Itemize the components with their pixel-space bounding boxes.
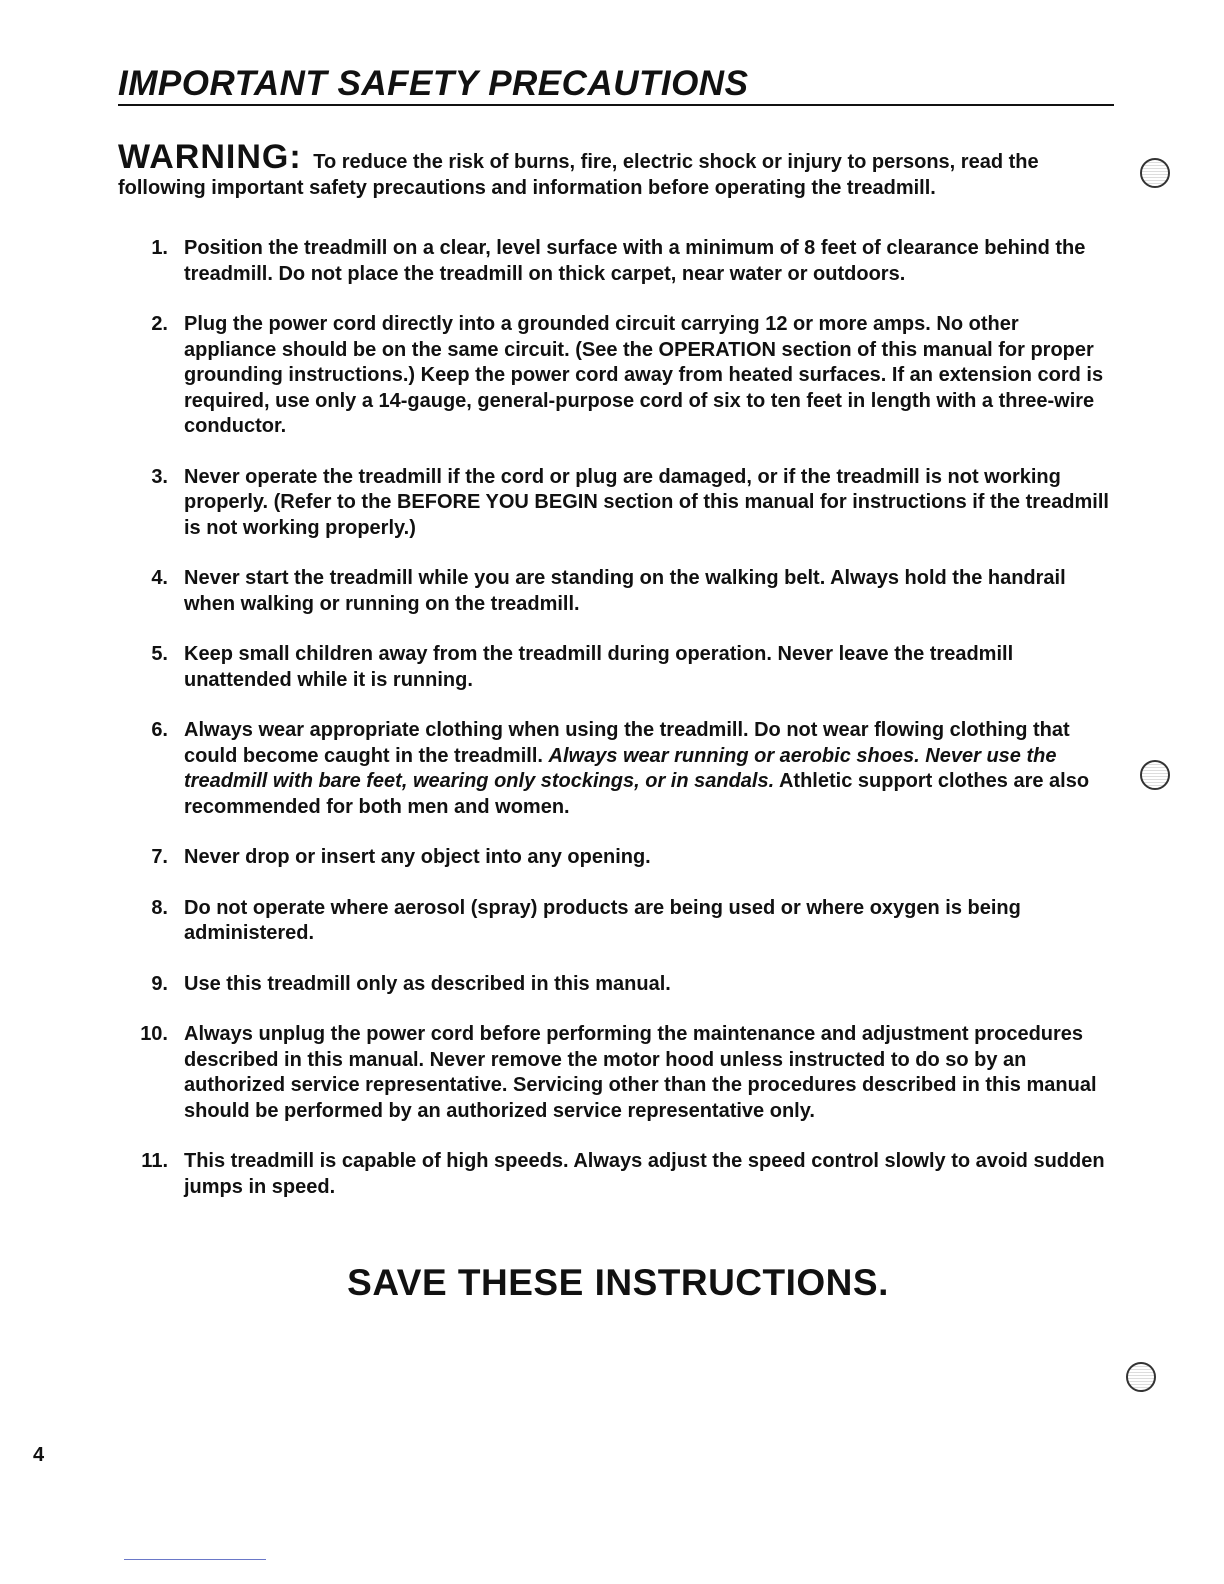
item-number: 9. [151, 972, 168, 995]
warning-label: WARNING: [118, 138, 302, 176]
item-number: 4. [151, 567, 168, 589]
page-number: 4 [33, 1444, 45, 1466]
list-item [112, 312, 1112, 440]
item-text: This treadmill is capable of high speeds. Always adjust the speed control slowly to avoid sudden jumps in speed. [184, 1150, 1105, 1198]
item-number: 5. [151, 643, 168, 665]
item-number: 10. [140, 1023, 168, 1045]
item-text: Do not operate where aerosol (spray) products are being used or where oxygen is being administered. [184, 896, 1021, 944]
list-item [112, 718, 1112, 820]
list-item [112, 1149, 1112, 1200]
page-title: IMPORTANT SAFETY PRECAUTIONS [118, 64, 749, 103]
item-number: 2. [151, 313, 168, 335]
item-number: 8. [151, 896, 168, 919]
warning-text: To reduce the risk of burns, fire, electric shock or injury to persons, read the following important safety precautions and information before operating the treadmill. [118, 151, 1039, 199]
item-text-after: Athletic support clothes are also recommended for both men and women. [184, 770, 1090, 818]
item-text [168, 718, 1112, 820]
item-text-italic: Always wear running or aerobic shoes. Never use the treadmill with bare feet, wearing only stockings, or in sandals. [184, 744, 1057, 792]
item-text: Position the treadmill on a clear, level surface with a minimum of 8 feet of clearance behind the treadmill. Do not place the treadmill on thick carpet, near water or outdoors. [184, 237, 1086, 285]
list-item [112, 972, 1112, 998]
item-number: 6. [151, 719, 168, 741]
item-number: 1. [151, 237, 168, 259]
item-text: Always unplug the power cord before performing the maintenance and adjustment procedures described in this manual. Never remove the motor hood unless instructed to do so by an authorized service representative. Servicing other than the procedures described in this manual should be performed by an authorized service representative only. [184, 1023, 1097, 1122]
list-item [112, 1022, 1112, 1124]
binder-hole-icon [1140, 158, 1170, 188]
precautions-list [112, 236, 1112, 1225]
warning-block [118, 138, 1108, 201]
item-text: Use this treadmill only as described in this manual. [184, 972, 671, 995]
binder-hole-icon [1126, 1362, 1156, 1392]
item-text-part: Always wear appropriate clothing when using the treadmill. Do not wear flowing clothing that could become caught in the treadmill. [184, 719, 1070, 767]
bottom-edge-line [124, 1559, 266, 1560]
item-text: Never start the treadmill while you are standing on the walking belt. Always hold the handrail when walking or running on the treadmill. [184, 567, 1066, 615]
item-text: Never operate the treadmill if the cord or plug are damaged, or if the treadmill is not working properly. (Refer to the BEFORE YOU BEGIN section of this manual for instructions if the treadmill is not working properly.) [184, 465, 1109, 539]
item-text: Never drop or insert any object into any opening. [184, 846, 651, 868]
item-number: 7. [151, 846, 168, 868]
list-item [112, 566, 1112, 617]
title-rule [118, 104, 1114, 106]
list-item [112, 845, 1112, 871]
list-item [112, 642, 1112, 693]
list-item [112, 236, 1112, 287]
save-instructions: SAVE THESE INSTRUCTIONS. [347, 1262, 889, 1303]
item-number: 3. [151, 465, 168, 488]
list-item [112, 896, 1112, 947]
item-number: 11. [141, 1150, 168, 1172]
binder-hole-icon [1140, 760, 1170, 790]
item-text: Keep small children away from the treadmill during operation. Never leave the treadmill unattended while it is running. [184, 643, 1014, 691]
list-item [112, 465, 1112, 542]
item-text: Plug the power cord directly into a grounded circuit carrying 12 or more amps. No other appliance should be on the same circuit. (See the OPERATION section of this manual for proper grounding instructions.) Keep the power cord away from heated surfaces. If an extension cord is required, use only a 14-gauge, general-purpose cord of six to ten feet in length with a three-wire conductor. [184, 313, 1104, 437]
